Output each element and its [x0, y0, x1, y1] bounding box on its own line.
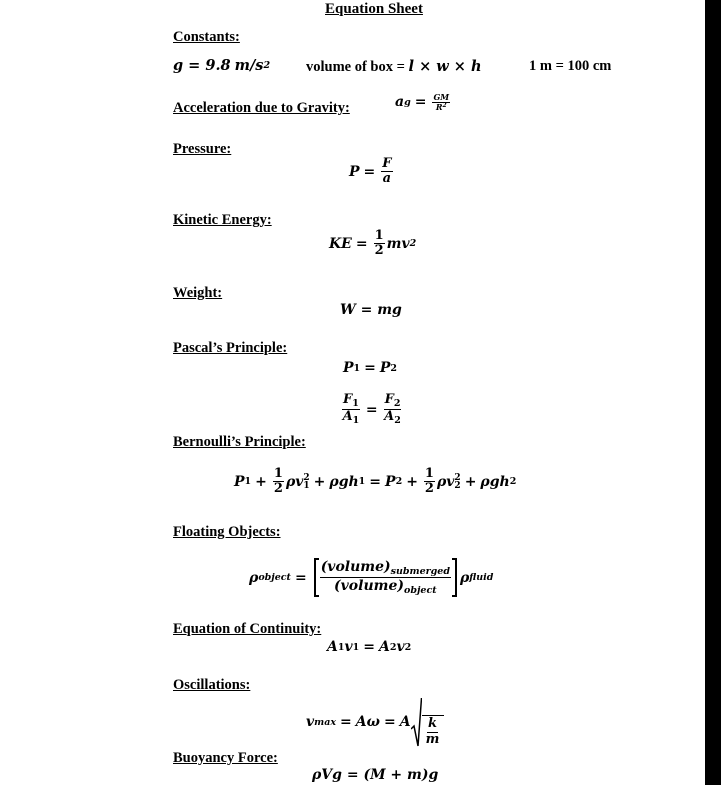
- continuity-v1: v: [344, 639, 353, 655]
- pascal-f1-sub: 1: [352, 398, 359, 409]
- pascal-a2-sub: 2: [394, 415, 401, 427]
- oscillations-m: m: [425, 731, 440, 747]
- pressure-fraction: [381, 157, 392, 187]
- pascal-pressure-equation: P 1 = P 2: [343, 360, 398, 376]
- floating-rho-object: ρ: [249, 569, 259, 586]
- oscillations-heading: Oscillations:: [173, 677, 251, 693]
- pascal-left-fraction: [342, 393, 360, 427]
- bernoulli-rho-v2: ρv: [436, 473, 455, 490]
- radical-sign-icon: [411, 697, 422, 747]
- bernoulli-equation: P 1 + $\frac{1}{2}$ ρv 2 1 + ρgh 1 = P 2 + $\frac{1}{2}$ ρv 2 2 + ρgh 2: [234, 466, 517, 497]
- bernoulli-half-right-num: 1: [424, 466, 434, 481]
- weight-equation: W = mg: [340, 302, 402, 318]
- floating-rho-fluid: ρ: [459, 569, 470, 586]
- gravity-heading: Acceleration due to Gravity:: [173, 100, 350, 116]
- volume-expression: l × w × h: [408, 58, 482, 75]
- bernoulli-half-right: [424, 467, 435, 497]
- pressure-equation: P = $\frac{F}{a}$: [349, 156, 392, 187]
- kinetic-lhs: KE: [329, 235, 352, 252]
- bernoulli-v2-sub: 2: [454, 480, 461, 491]
- floating-object-sub: object: [258, 572, 291, 583]
- continuity-v2: v: [396, 639, 405, 655]
- bernoulli-rgh1: ρgh: [329, 473, 359, 490]
- pressure-denominator: a: [382, 171, 392, 187]
- pascal-a1: A: [342, 409, 353, 425]
- bernoulli-half-left: [273, 467, 284, 497]
- continuity-a1-sub: 1: [337, 641, 345, 653]
- gravity-constant-unit: m/s: [234, 57, 264, 74]
- gravity-lhs-sub: g: [404, 96, 411, 108]
- continuity-equation: A 1 v 1 = A 2 v 2: [327, 639, 412, 655]
- bernoulli-p1-sub: 1: [244, 476, 252, 488]
- bernoulli-v1-exp: 2: [303, 472, 310, 483]
- sheet-title: Equation Sheet: [325, 1, 423, 17]
- volume-label: volume of box =: [306, 59, 405, 75]
- floating-object-den-sub: object: [403, 585, 437, 596]
- bernoulli-rgh2: ρgh: [480, 473, 510, 490]
- volume-formula: [306, 58, 482, 76]
- oscillations-k: k: [427, 716, 437, 732]
- kinetic-equation: KE = $\frac{1}{2}$ mv 2: [329, 228, 417, 259]
- bernoulli-p2-sub: 2: [395, 476, 403, 488]
- pascal-p2: P: [379, 360, 391, 376]
- gravity-equation: a g = $\frac{GM}{R^2}$: [395, 92, 450, 112]
- constants-heading: Constants:: [173, 29, 240, 45]
- oscillations-a-omega: Aω: [355, 714, 380, 730]
- pascal-p1: P: [343, 360, 354, 376]
- kinetic-rhs: mv: [386, 235, 410, 252]
- floating-submerged-sub: submerged: [390, 566, 450, 577]
- pressure-heading: Pressure:: [173, 141, 232, 157]
- kinetic-heading: Kinetic Energy:: [173, 212, 272, 228]
- oscillations-v: v: [306, 714, 315, 730]
- kinetic-numerator: 1: [374, 228, 384, 243]
- buoyancy-equation: ρVg = (M + m)g: [312, 767, 439, 783]
- pascal-f2: F: [384, 392, 394, 407]
- gravity-constant-value: g = 9.8: [173, 57, 231, 74]
- oscillations-fraction: [426, 717, 440, 747]
- bernoulli-v1-sub: 1: [303, 480, 310, 491]
- floating-fluid-sub: fluid: [469, 572, 494, 583]
- bernoulli-half-left-den: 2: [273, 481, 283, 497]
- pressure-numerator: F: [382, 156, 392, 171]
- oscillations-equation: v max = Aω = A $\frac{k}{m}$: [306, 697, 444, 747]
- weight-heading: Weight:: [173, 285, 223, 301]
- floating-numerator: [320, 559, 451, 578]
- unit-conversion: 1 m = 100 cm: [529, 58, 612, 74]
- bernoulli-half-left-num: 1: [273, 466, 283, 481]
- gravity-denominator-exponent: 2: [442, 101, 447, 109]
- buoyancy-heading: Buoyancy Force:: [173, 750, 278, 766]
- floating-volume-object: (volume): [334, 578, 404, 594]
- pascal-a1-sub: 1: [352, 415, 360, 427]
- oscillations-amplitude: A: [399, 714, 411, 730]
- pascal-f1: F: [343, 392, 353, 407]
- pascal-heading: Pascal’s Principle:: [173, 340, 288, 356]
- oscillations-v-sub: max: [314, 716, 337, 728]
- pascal-force-equation: $\frac{F_1}{A_1}$ = $\frac{F_2}{A_2}$: [342, 392, 401, 427]
- floating-volume-submerged: (volume): [320, 559, 391, 575]
- bernoulli-h2-sub: 2: [509, 476, 517, 488]
- continuity-v1-sub: 1: [352, 641, 360, 653]
- bernoulli-heading: Bernoulli’s Principle:: [173, 434, 306, 450]
- page-edge-bar: [705, 0, 721, 785]
- gravity-lhs: a: [395, 94, 405, 111]
- kinetic-denominator: 2: [374, 243, 384, 259]
- continuity-a2: A: [379, 639, 390, 655]
- floating-bracket: [314, 558, 457, 597]
- pascal-p1-sub: 1: [353, 362, 361, 374]
- pascal-a2: A: [384, 409, 395, 425]
- pascal-p2-sub: 2: [390, 362, 398, 374]
- kinetic-fraction: [374, 229, 385, 259]
- bernoulli-half-right-den: 2: [424, 481, 434, 497]
- bernoulli-p2: P: [385, 473, 396, 490]
- gravity-constant: [173, 57, 270, 74]
- floating-equation: ρ object = $(volume)_{submerged}$ $(volume)_{object}$ ρ fluid: [249, 559, 494, 596]
- pressure-lhs: P: [349, 163, 360, 180]
- gravity-denominator: R: [435, 101, 443, 112]
- floating-heading: Floating Objects:: [173, 524, 281, 540]
- floating-denominator: [334, 578, 437, 596]
- kinetic-rhs-exponent: 2: [409, 238, 417, 250]
- continuity-heading: Equation of Continuity:: [173, 621, 322, 637]
- continuity-a1: A: [327, 639, 338, 655]
- gravity-fraction: [432, 93, 450, 112]
- continuity-v2-sub: 2: [404, 641, 412, 653]
- sqrt-symbol: [411, 697, 445, 747]
- gravity-unit-exponent: 2: [263, 60, 271, 71]
- bernoulli-rho-v1: ρv: [285, 473, 304, 490]
- pascal-right-fraction: [384, 393, 402, 427]
- bernoulli-p1: P: [234, 473, 245, 490]
- continuity-a2-sub: 2: [389, 641, 397, 653]
- gravity-numerator: GM: [433, 92, 450, 102]
- bernoulli-h1-sub: 1: [358, 476, 366, 488]
- bernoulli-v2-exp: 2: [454, 472, 461, 483]
- pascal-f2-sub: 2: [393, 398, 401, 409]
